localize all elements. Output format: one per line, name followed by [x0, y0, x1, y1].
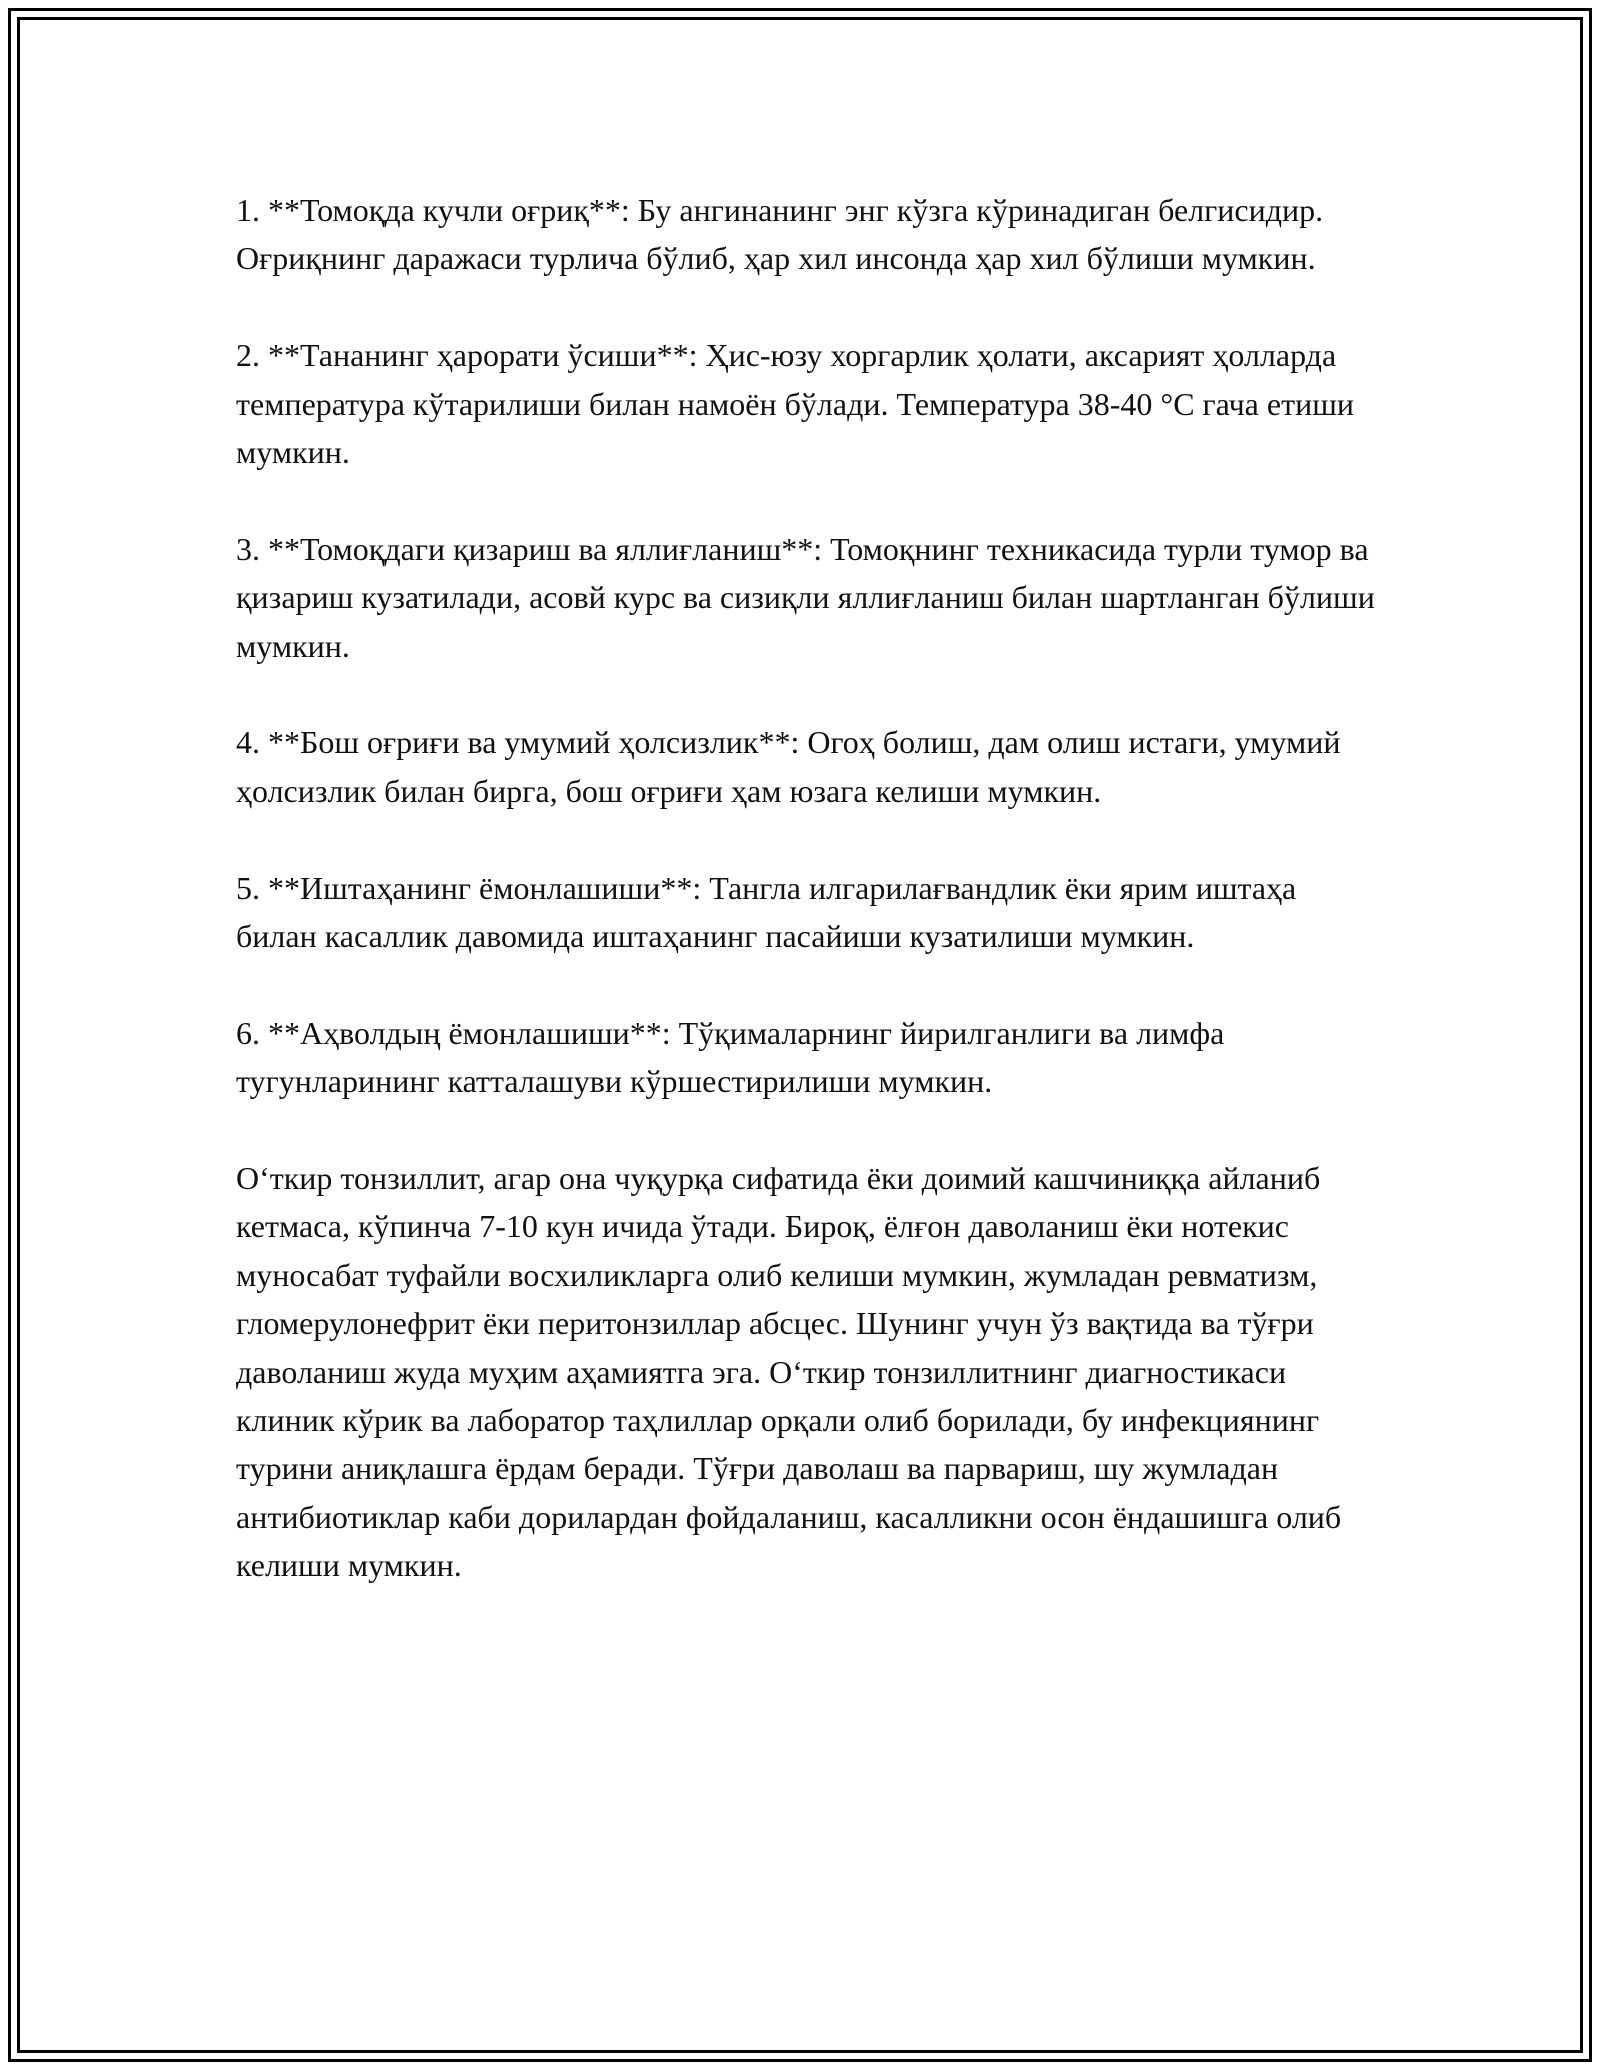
list-item-headache-weakness: 4. **Бош оғриғи ва умумий ҳолсизлик**: Огоҳ болиш, дам олиш истаги, умумий ҳолсизлик билан бирга, бош оғриғи ҳам юзага келиши мумкин. [236, 724, 1341, 809]
summary-paragraph: Оʻткир тонзиллит, агар она чуқурқа сифатида ёки доимий кашчиниққа айланиб кетмаса, кўпинча 7-10 кун ичида ўтади. Бироқ, ёлғон даволаниш ёки нотекис муносабат туфайли восхиликларга олиб келиши мумкин, жумладан ревматизм, гломерулонефрит ёки перитонзиллар абсцес. Шунинг учун ўз вақтида ва тўғри даволаниш жуда муҳим аҳамиятга эга. Оʻткир тонзиллитнинг диагностикаси клиник кўрик ва лаборатор таҳлиллар орқали олиб борилади, бу инфекциянинг турини аниқлашга ёрдам беради. Тўғри даволаш ва парвариш, шу жумладан антибиотиклар каби дорилардан фойдаланиш, касалликни осон ёндашишга олиб келиши мумкин. [236, 1160, 1342, 1584]
list-item-condition-worsening: 6. **Аҳволдың ёмонлашиши**: Тўқималарнинг йирилганлиги ва лимфа тугунларининг катталашуви кўршестирилиши мумкин. [236, 1014, 1225, 1100]
list-item-appetite-loss: 5. **Иштаҳанинг ёмонлашиши**: Тангла илгарилағвандлик ёки ярим иштаҳа билан касаллик давомида иштаҳанинг пасайиши кузатилиши мумкин. [236, 869, 1297, 955]
document-body [236, 186, 1376, 1590]
list-item-redness-inflammation: 3. **Томоқдаги қизариш ва яллиғланиш**: Томоқнинг техникасида турли тумор ва қизариш кузатилади, асовй курс ва сизиқли яллиғланиш билан шартланган бўлиши мумкин. [236, 530, 1375, 664]
list-item-fever: 2. **Тананинг ҳарорати ўсиши**: Ҳис-юзу хоргарлик ҳолати, аксарият ҳолларда температура кўтарилиши билан намоён бўлади. Температура 38-40 °C гача етиши мумкин. [236, 337, 1354, 471]
list-item-sore-throat: 1. **Томоқда кучли оғриқ**: Бу ангинанинг энг кўзга кўринадиган белгисидир. Оғриқнинг даражаси турлича бўлиб, ҳар хил инсонда ҳар хил бўлиши мумкин. [236, 192, 1324, 277]
